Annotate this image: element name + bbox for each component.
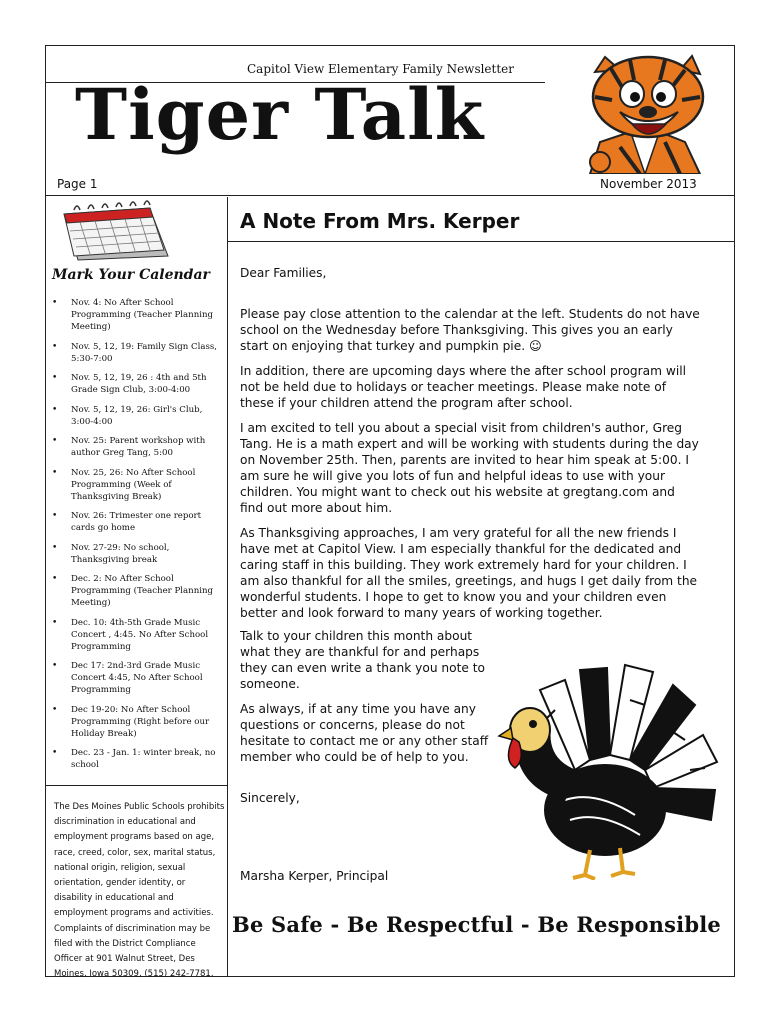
calendar-item: • Nov. 27-29: No school, Thanksgiving break	[52, 542, 224, 566]
letter-signature: Marsha Kerper, Principal	[240, 869, 389, 883]
calendar-item: • Dec 19-20: No After School Programming (Right before our Holiday Break)	[52, 704, 224, 740]
letter-heading-rule	[228, 241, 735, 242]
calendar-item: • Dec. 2: No After School Programming (Teacher Planning Meeting)	[52, 573, 224, 609]
tiger-mascot-image	[570, 52, 720, 174]
calendar-icon	[60, 200, 172, 262]
letter-paragraph: As always, if at any time you have any questions or concerns, please do not hesitate to contact me or any other staff member who could be of help to you.	[240, 702, 489, 764]
calendar-item: • Dec. 10: 4th-5th Grade Music Concert , 4:45. No After School Programming	[52, 617, 224, 653]
school-motto: Be Safe - Be Respectful - Be Responsible	[232, 912, 721, 937]
calendar-item: • Nov. 25: Parent workshop with author Greg Tang, 5:00	[52, 435, 224, 459]
letter-paragraph: Talk to your children this month about what they are thankful for and perhaps they can even write a thank you note to someone.	[240, 629, 485, 691]
calendar-item: • Nov. 26: Trimester one report cards go home	[52, 510, 224, 534]
sidebar-divider	[45, 785, 228, 786]
letter-heading: A Note From Mrs. Kerper	[240, 209, 520, 233]
calendar-item: • Nov. 5, 12, 19, 26: Girl's Club, 3:00-4:00	[52, 404, 224, 428]
newsletter-title: Tiger Talk	[75, 73, 485, 156]
letter-salutation: Dear Families,	[240, 266, 327, 280]
letter-paragraph: In addition, there are upcoming days where the after school program will not be held due to holidays or teacher meetings. Please make note of these if your children attend the program after school.	[240, 364, 687, 410]
header-rule-bottom	[45, 195, 735, 196]
calendar-item: • Dec. 23 - Jan. 1: winter break, no school	[52, 747, 224, 771]
calendar-item: • Dec 17: 2nd-3rd Grade Music Concert 4:45, No After School Programming	[52, 660, 224, 696]
calendar-item: • Nov. 25, 26: No After School Programming (Week of Thanksgiving Break)	[52, 467, 224, 503]
letter-paragraph: Please pay close attention to the calendar at the left. Students do not have school on the Wednesday before Thanksgiving. This gives you an early start on enjoying that turkey and pumpkin pie. ☺	[240, 307, 700, 353]
issue-date: November 2013	[600, 177, 697, 191]
nondiscrimination-notice: The Des Moines Public Schools prohibits discrimination in educational and employment programs based on age, race, creed, color, sex, marital status, national origin, religion, sexual orientation, gender identity, or disability in educational and employment programs and activities. Complaints of discrimination may be filed with the District Compliance Officer at 901 Walnut Street, Des Moines, Iowa 50309, (515) 242-7781.	[54, 802, 225, 980]
letter-paragraph: I am excited to tell you about a special visit from children's author, Greg Tang. He is a math expert and will be working with students during the day on November 25th. Then, parents are invited to hear him speak at 5:00. I am sure he will give you lots of fun and helpful ideas to use with your children. You might want to check out his website at gregtang.com and find out more about him.	[240, 421, 699, 515]
calendar-heading: Mark Your Calendar	[52, 267, 210, 283]
turkey-image	[495, 650, 725, 880]
calendar-item: • Nov. 5, 12, 19, 26 : 4th and 5th Grade Sign Club, 3:00-4:00	[52, 372, 224, 396]
calendar-item: • Nov. 5, 12, 19: Family Sign Class, 5:30-7:00	[52, 341, 224, 365]
letter-closing: Sincerely,	[240, 791, 300, 805]
newsletter-subtitle: Capitol View Elementary Family Newsletter	[247, 62, 515, 76]
calendar-list	[52, 297, 224, 779]
letter-paragraph: As Thanksgiving approaches, I am very grateful for all the new friends I have met at Capitol View. I am especially thankful for the dedicated and caring staff in this building. They work extremely hard for your children. I am also thankful for all the smiles, greetings, and hugs I get daily from the wonderful students. I hope to get to know you and your children even better and look forward to many years of working together.	[240, 526, 698, 620]
calendar-item: • Nov. 4: No After School Programming (Teacher Planning Meeting)	[52, 297, 224, 333]
page-number: Page 1	[57, 177, 98, 191]
